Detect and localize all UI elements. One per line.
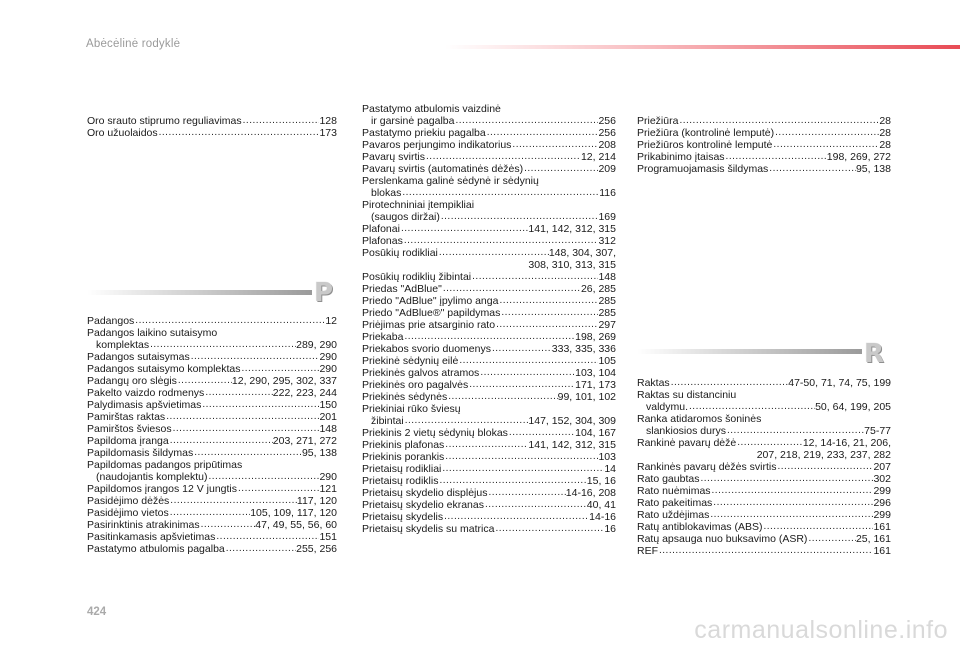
index-entry-term: Oro užuolaidos bbox=[87, 127, 158, 140]
index-entry bbox=[362, 452, 616, 464]
index-entry-heading: Priekiniai rūko šviesų bbox=[362, 402, 461, 415]
index-entry-pages: 207 bbox=[873, 460, 891, 473]
index-entry-pages: 161 bbox=[873, 544, 891, 557]
index-entry bbox=[362, 272, 616, 284]
index-entry bbox=[87, 496, 337, 508]
index-entry-term: Papildomasis šildymas bbox=[87, 447, 194, 459]
index-entry-term: Rankinė pavarų dėžė bbox=[637, 436, 737, 449]
index-entry-pages: 297 bbox=[598, 318, 616, 331]
leader-dots bbox=[458, 356, 598, 368]
index-entry bbox=[362, 440, 616, 452]
index-entry-term: Priežiūros kontrolinė lemputė bbox=[637, 139, 773, 152]
index-entry-term: Priekinis 2 vietų sėdynių blokas bbox=[362, 426, 508, 439]
index-entry-pages: 150 bbox=[319, 399, 337, 411]
index-entry-pages: 289, 290 bbox=[296, 339, 337, 351]
index-entry-pages: 141, 142, 312, 315 bbox=[528, 438, 616, 451]
index-entry bbox=[637, 522, 891, 534]
index-entry-pages: 16 bbox=[604, 522, 616, 535]
leader-dots bbox=[498, 296, 598, 308]
leader-dots bbox=[807, 534, 856, 546]
index-entry-heading: Raktas su distanciniu bbox=[637, 389, 737, 401]
index-entry-term: Pakelto vaizdo rodmenys bbox=[87, 387, 205, 399]
leader-dots bbox=[134, 316, 325, 328]
index-entry-pages: 256 bbox=[598, 127, 616, 139]
leader-dots bbox=[495, 320, 598, 332]
page-header-title: Abėcėlinė rodyklė bbox=[86, 38, 181, 50]
leader-dots bbox=[736, 438, 803, 450]
index-entry-pages: 12, 214 bbox=[580, 151, 616, 163]
leader-dots bbox=[438, 476, 586, 488]
index-entry-pages: 203, 271, 272 bbox=[272, 435, 337, 447]
leader-dots bbox=[242, 116, 320, 128]
index-entry-term: Pastatymo atbulomis pagalba bbox=[87, 542, 225, 555]
index-entry-term: žibintai bbox=[371, 414, 404, 427]
index-entry-term: Pastatymo priekiu pagalba bbox=[362, 127, 486, 139]
leader-dots bbox=[491, 344, 552, 356]
index-entry-heading: Perslenkama galinė sėdynė ir sėdynių bbox=[362, 174, 539, 187]
index-entry-term: Rato uždėjimas bbox=[637, 508, 710, 521]
index-entry bbox=[637, 510, 891, 522]
leader-dots bbox=[712, 498, 873, 510]
index-entry-pages: 333, 335, 336 bbox=[551, 342, 616, 355]
index-entry-term: Oro srauto stiprumo reguliavimas bbox=[87, 115, 242, 128]
index-entry-term: Posūkių rodiklių žibintai bbox=[362, 270, 472, 283]
index-entry-term: Posūkių rodikliai bbox=[362, 246, 438, 259]
header-accent-bar bbox=[445, 45, 960, 49]
index-entry bbox=[362, 356, 616, 368]
leader-dots bbox=[441, 464, 604, 476]
index-entry-term: Pavarų svirtis bbox=[362, 151, 426, 163]
leader-dots bbox=[711, 486, 874, 498]
index-entry-term: Padangos bbox=[87, 315, 135, 328]
index-entry-pages: 173 bbox=[319, 127, 337, 140]
index-entry-term: Prietaisų skydelio ekranas bbox=[362, 498, 484, 511]
index-entry bbox=[362, 320, 616, 332]
leader-dots bbox=[511, 140, 598, 152]
index-entry-pages: 12, 290, 295, 302, 337 bbox=[231, 375, 337, 387]
index-entry bbox=[362, 212, 616, 224]
index-entry-term: slankiosios durys bbox=[646, 424, 726, 437]
index-entry-pages: 290 bbox=[319, 470, 337, 483]
index-entry-pages: 299 bbox=[873, 508, 891, 521]
index-entry-pages: 116 bbox=[599, 186, 616, 199]
index-entry bbox=[87, 128, 337, 140]
leader-dots bbox=[438, 248, 549, 260]
index-entry-pages: 151 bbox=[319, 530, 337, 543]
index-entry-pages: 290 bbox=[319, 351, 337, 363]
index-entry-pages: 290 bbox=[319, 363, 337, 375]
index-entry-term: Pasidėjimo dėžės bbox=[87, 494, 170, 507]
index-entry bbox=[362, 332, 616, 344]
index-entry-term: Rankinės pavarų dėžės svirtis bbox=[637, 460, 777, 473]
index-entry-term: Prietaisų skydelio displėjus bbox=[362, 486, 488, 499]
leader-dots bbox=[670, 378, 789, 390]
index-entry-term: Priekabos svorio duomenys bbox=[362, 342, 491, 355]
leader-dots bbox=[442, 284, 581, 296]
leader-dots bbox=[678, 116, 879, 128]
index-column-3-top bbox=[637, 116, 891, 176]
index-entry-pages: 312 bbox=[598, 234, 616, 247]
index-entry-pages: 28 bbox=[879, 139, 891, 152]
index-entry-term: Prietaisų rodikliai bbox=[362, 462, 442, 475]
index-entry-pages: 105, 109, 117, 120 bbox=[250, 506, 337, 519]
index-entry-pages: 198, 269 bbox=[575, 330, 616, 343]
leader-dots bbox=[772, 140, 879, 152]
page-number: 424 bbox=[87, 606, 107, 618]
leader-dots bbox=[172, 424, 320, 436]
index-entry bbox=[87, 520, 337, 532]
index-entry-term: Priekinės galvos atramos bbox=[362, 366, 480, 379]
index-entry-term: Palydimasis apšvietimas bbox=[87, 399, 202, 411]
index-entry bbox=[637, 164, 891, 176]
index-entry-pages: 12 bbox=[325, 315, 337, 328]
index-entry-pages: 75-77 bbox=[864, 424, 891, 437]
index-entry bbox=[637, 462, 891, 474]
index-entry-term: Pasidėjimo vietos bbox=[87, 506, 169, 519]
index-entry-term: Priežiūra (kontrolinė lemputė) bbox=[637, 127, 775, 140]
index-entry-pages: 147, 152, 304, 309 bbox=[528, 414, 616, 427]
index-entry-pages: 148, 304, 307, bbox=[548, 246, 616, 259]
index-entry bbox=[362, 428, 616, 440]
leader-dots bbox=[699, 474, 873, 486]
index-entry-term: valdymu. bbox=[646, 401, 689, 413]
leader-dots bbox=[200, 520, 256, 532]
index-entry-term: Plafonas bbox=[362, 234, 403, 247]
leader-dots bbox=[204, 388, 272, 400]
index-entry bbox=[362, 284, 616, 296]
index-entry-term: Priedas "AdBlue" bbox=[362, 282, 442, 295]
watermark: carmanualsonline.info bbox=[694, 616, 948, 644]
leader-dots bbox=[403, 332, 575, 344]
index-entry-pages: 209 bbox=[598, 163, 616, 175]
leader-dots bbox=[762, 522, 873, 534]
leader-dots bbox=[237, 484, 319, 496]
index-entry-term: Plafonai bbox=[362, 222, 400, 235]
index-entry-pages: 99, 101, 102 bbox=[557, 390, 616, 403]
index-entry-pages: 121 bbox=[319, 482, 337, 495]
index-column-3-r bbox=[637, 378, 891, 558]
index-entry-pages: 117, 120 bbox=[296, 494, 337, 507]
letter-p-heading: P bbox=[314, 278, 334, 308]
index-entry-pages: 128 bbox=[319, 115, 337, 128]
leader-dots bbox=[468, 380, 575, 392]
index-entry bbox=[637, 378, 891, 390]
index-entry-pages-continued: 308, 310, 313, 315 bbox=[528, 258, 616, 271]
index-entry-term: Pamirštos šviesos bbox=[87, 423, 172, 435]
index-entry bbox=[362, 296, 616, 308]
letter-r-heading: R bbox=[864, 339, 885, 369]
index-column-1-top bbox=[87, 116, 337, 140]
leader-dots bbox=[165, 412, 319, 424]
index-entry bbox=[362, 512, 616, 524]
leader-dots bbox=[207, 472, 319, 484]
index-entry-term: Priekinis plafonas bbox=[362, 438, 445, 451]
index-entry bbox=[362, 368, 616, 380]
index-entry bbox=[87, 508, 337, 520]
index-entry-term: ir garsinė pagalba bbox=[371, 115, 455, 127]
index-entry-pages-continued: 207, 218, 219, 233, 237, 282 bbox=[756, 448, 891, 461]
index-entry-pages: 95, 138 bbox=[301, 447, 337, 459]
index-entry-term: Ratų apsauga nuo buksavimo (ASR) bbox=[637, 532, 808, 545]
index-entry-pages: 208 bbox=[598, 139, 616, 151]
index-entry-pages: 14-16 bbox=[589, 510, 616, 523]
index-entry-term: Priekinės oro pagalvės bbox=[362, 378, 469, 391]
index-entry-heading: Pastatymo atbulomis vaizdinė bbox=[362, 103, 501, 115]
index-entry-pages: 26, 285 bbox=[580, 282, 616, 295]
index-entry bbox=[362, 188, 616, 200]
index-entry-pages: 302 bbox=[873, 472, 891, 485]
index-entry bbox=[362, 524, 616, 536]
leader-dots bbox=[225, 544, 296, 556]
index-entry-term: Papildomos įrangos 12 V jungtis bbox=[87, 482, 238, 495]
index-entry-pages: 104, 167 bbox=[575, 426, 616, 439]
leader-dots bbox=[454, 116, 598, 128]
index-entry-term: Rato pakeitimas bbox=[637, 496, 713, 509]
index-entry-term: Prietaisų skydelis bbox=[362, 510, 444, 523]
leader-dots bbox=[425, 152, 581, 164]
leader-dots bbox=[215, 532, 319, 544]
index-entry-term: Rato gaubtas bbox=[637, 472, 700, 485]
leader-dots bbox=[484, 500, 587, 512]
index-entry-pages: 285 bbox=[598, 306, 616, 319]
index-entry-pages: 40, 41 bbox=[586, 498, 616, 511]
index-entry bbox=[362, 500, 616, 512]
index-entry-term: Prietaisų skydelis su matrica bbox=[362, 522, 495, 535]
leader-dots bbox=[500, 308, 598, 320]
leader-dots bbox=[169, 496, 297, 508]
index-entry bbox=[637, 546, 891, 558]
leader-dots bbox=[494, 524, 604, 536]
index-entry bbox=[637, 426, 891, 438]
index-entry bbox=[362, 476, 616, 488]
index-entry-term: Priedo "AdBlue®" papildymas bbox=[362, 306, 501, 319]
leader-dots bbox=[158, 128, 320, 140]
leader-dots bbox=[400, 224, 528, 236]
index-entry bbox=[87, 532, 337, 544]
index-entry-pages: 171, 173 bbox=[575, 378, 616, 391]
leader-dots bbox=[725, 152, 827, 164]
index-entry-term: Prikabinimo įtaisas bbox=[637, 151, 725, 164]
index-entry bbox=[362, 416, 616, 428]
leader-dots bbox=[486, 128, 599, 140]
leader-dots bbox=[508, 428, 575, 440]
index-entry-term: Padangos sutaisymas bbox=[87, 351, 190, 363]
index-entry-term: blokas bbox=[371, 186, 402, 199]
index-entry-term: Raktas bbox=[637, 377, 670, 390]
index-entry-pages: 285 bbox=[598, 294, 616, 307]
index-entry-term: Priedo "AdBlue" įpylimo anga bbox=[362, 294, 499, 307]
leader-dots bbox=[774, 128, 879, 140]
index-entry-pages: 47-50, 71, 74, 75, 199 bbox=[788, 377, 891, 390]
index-entry-term: Pasitinkamasis apšvietimas bbox=[87, 530, 216, 543]
index-entry-pages: 296 bbox=[873, 496, 891, 509]
index-entry-term: REF bbox=[637, 544, 658, 557]
index-entry-term: (saugos diržai) bbox=[371, 210, 440, 223]
index-entry-pages: 161 bbox=[873, 520, 891, 533]
index-entry bbox=[87, 484, 337, 496]
index-entry bbox=[362, 380, 616, 392]
index-entry-heading: Ranka atidaromos šoninės bbox=[637, 412, 762, 425]
index-entry-term: Pavarų svirtis (automatinės dėžės) bbox=[362, 163, 524, 175]
leader-dots bbox=[444, 452, 598, 464]
index-entry-term: Priekinė sėdynių eilė bbox=[362, 354, 459, 367]
index-entry bbox=[362, 464, 616, 476]
index-entry-pages: 14-16, 208 bbox=[565, 486, 616, 499]
leader-dots bbox=[177, 376, 232, 388]
index-entry-term: Padangos sutaisymo komplektas bbox=[87, 363, 241, 375]
letter-p-band bbox=[87, 290, 312, 295]
leader-dots bbox=[404, 416, 529, 428]
index-entry bbox=[362, 392, 616, 404]
index-entry-pages: 148 bbox=[598, 270, 616, 283]
index-entry-term: Pavaros perjungimo indikatorius bbox=[362, 139, 512, 151]
index-entry-pages: 25, 161 bbox=[855, 532, 891, 545]
leader-dots bbox=[726, 426, 864, 438]
leader-dots bbox=[447, 392, 557, 404]
letter-r-band bbox=[637, 349, 862, 354]
index-entry-term: Ratų antiblokavimas (ABS) bbox=[637, 520, 763, 533]
index-entry-pages: 255, 256 bbox=[296, 542, 337, 555]
index-entry-pages: 28 bbox=[879, 127, 891, 140]
index-entry-heading: Padangos laikino sutaisymo bbox=[87, 327, 218, 339]
index-entry-pages: 95, 138 bbox=[855, 163, 891, 176]
leader-dots bbox=[169, 508, 250, 520]
index-entry-pages: 201 bbox=[319, 411, 337, 423]
leader-dots bbox=[169, 436, 273, 448]
index-entry-pages: 12, 14-16, 21, 206, bbox=[802, 436, 891, 449]
index-entry bbox=[637, 486, 891, 498]
leader-dots bbox=[487, 488, 565, 500]
index-column-2 bbox=[362, 104, 616, 536]
index-entry-term: Programuojamasis šildymas bbox=[637, 163, 769, 176]
index-entry-term: komplektas bbox=[96, 339, 150, 351]
leader-dots bbox=[193, 448, 302, 460]
index-entry-pages: 28 bbox=[879, 115, 891, 128]
index-column-1-p bbox=[87, 316, 337, 556]
leader-dots bbox=[776, 462, 873, 474]
leader-dots bbox=[709, 510, 873, 522]
index-entry bbox=[362, 224, 616, 236]
leader-dots bbox=[401, 188, 599, 200]
index-entry bbox=[362, 236, 616, 248]
leader-dots bbox=[658, 546, 873, 558]
index-entry-pages: 15, 16 bbox=[586, 474, 616, 487]
leader-dots bbox=[768, 164, 856, 176]
leader-dots bbox=[403, 236, 599, 248]
index-entry-pages: 50, 64, 199, 205 bbox=[815, 401, 891, 413]
index-entry-pages: 222, 223, 244 bbox=[272, 387, 337, 399]
index-entry-term: Padangų oro slėgis bbox=[87, 375, 177, 387]
index-entry-term: Pamirštas raktas bbox=[87, 411, 166, 423]
index-entry-pages: 169 bbox=[598, 210, 616, 223]
index-entry-heading: Pirotechniniai įtempikliai bbox=[362, 198, 475, 211]
index-entry bbox=[637, 534, 891, 546]
index-entry bbox=[87, 472, 337, 484]
index-entry-term: Papildoma įranga bbox=[87, 435, 169, 447]
index-entry-term: Prietaisų rodiklis bbox=[362, 474, 439, 487]
leader-dots bbox=[201, 400, 319, 412]
index-entry-pages: 105 bbox=[598, 354, 616, 367]
index-entry-pages: 256 bbox=[598, 115, 616, 127]
index-entry bbox=[362, 308, 616, 320]
index-entry bbox=[362, 344, 616, 356]
leader-dots bbox=[479, 368, 575, 380]
index-entry bbox=[637, 498, 891, 510]
index-entry-pages: 103, 104 bbox=[575, 366, 616, 379]
index-entry-term: Pasirinktinis atrakinimas bbox=[87, 518, 200, 531]
leader-dots bbox=[523, 164, 598, 176]
leader-dots bbox=[443, 512, 589, 524]
index-entry-pages: 148 bbox=[319, 423, 337, 435]
index-entry-term: Priežiūra bbox=[637, 115, 679, 128]
index-entry-pages: 14 bbox=[604, 462, 616, 475]
index-entry-term: Priekinis porankis bbox=[362, 450, 445, 463]
leader-dots bbox=[440, 212, 599, 224]
index-entry-pages: 141, 142, 312, 315 bbox=[528, 222, 616, 235]
index-entry-pages: 299 bbox=[873, 484, 891, 497]
index-entry bbox=[637, 438, 891, 450]
index-entry-term: Priekaba bbox=[362, 330, 404, 343]
leader-dots bbox=[149, 340, 296, 352]
index-entry-pages: 198, 269, 272 bbox=[826, 151, 891, 164]
index-entry bbox=[87, 544, 337, 556]
index-entry bbox=[637, 474, 891, 486]
index-entry bbox=[362, 248, 616, 260]
index-entry-term: Priėjimas prie atsarginio rato bbox=[362, 318, 496, 331]
index-entry-pages: 47, 49, 55, 56, 60 bbox=[255, 518, 337, 531]
leader-dots bbox=[688, 402, 815, 414]
index-entry-term: (naudojantis komplektu) bbox=[96, 470, 208, 483]
index-entry-term: Priekinės sėdynės bbox=[362, 390, 448, 403]
leader-dots bbox=[444, 440, 528, 452]
leader-dots bbox=[241, 364, 320, 376]
leader-dots bbox=[471, 272, 598, 284]
index-entry bbox=[362, 488, 616, 500]
index-entry-heading: Papildomas padangos pripūtimas bbox=[87, 458, 243, 471]
index-entry-term: Rato nuėmimas bbox=[637, 484, 711, 497]
leader-dots bbox=[190, 352, 320, 364]
index-entry-pages: 103 bbox=[598, 450, 616, 463]
